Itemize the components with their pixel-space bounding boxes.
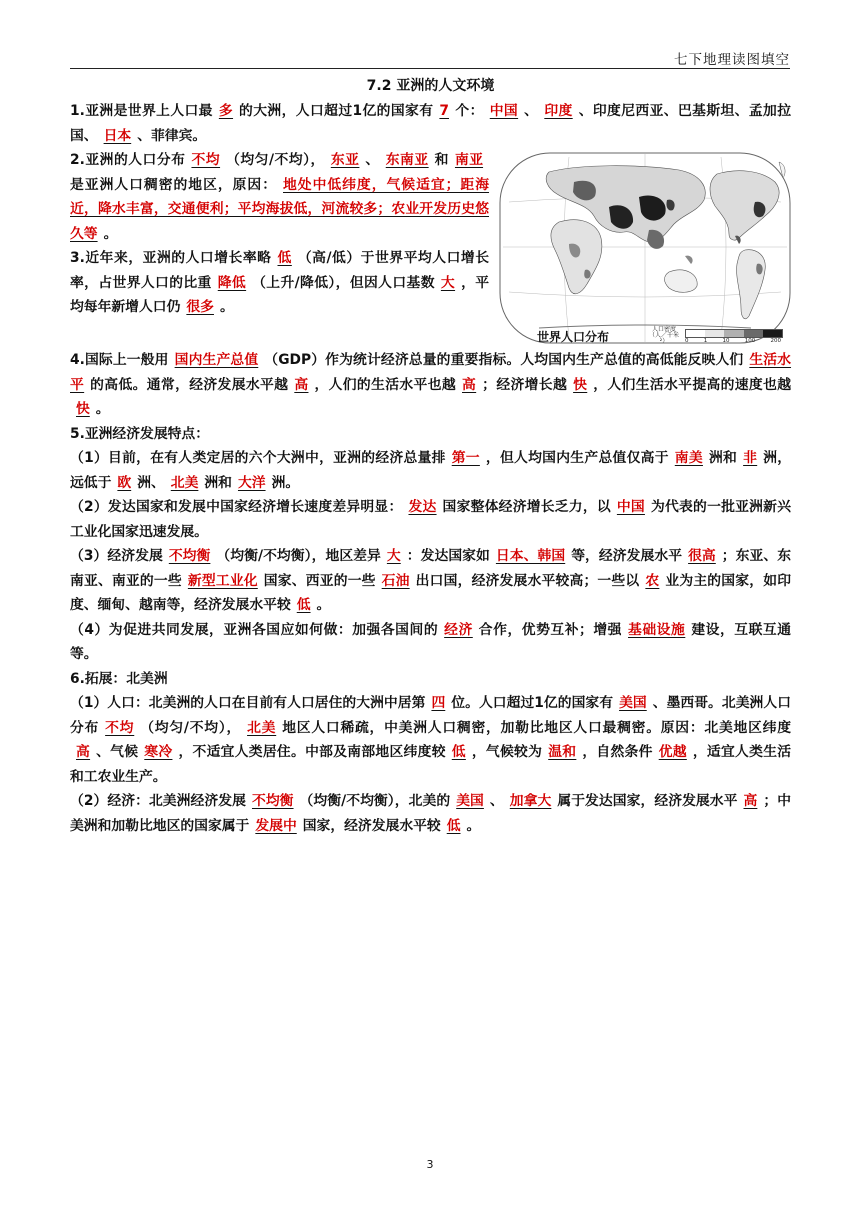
worksheet-content [70,74,791,838]
answer-blank: 大 [386,548,401,564]
answer-blank: 发展中 [255,817,297,834]
answer-blank: 不均 [105,719,135,736]
legend-tick: 10 [722,338,730,344]
answer-blank: 北美 [247,719,277,736]
answer-blank: 第一 [451,450,480,466]
answer-blank: 降低 [217,274,247,291]
answer-blank: 多 [218,103,234,119]
answer-blank: 美国 [456,793,484,809]
answer-blank: 石油 [381,572,410,589]
answer-blank: 高 [743,793,758,809]
question-5-4: （4）为促进共同发展，亚洲各国应如何做：加强各国间的 经济 合作，优势互补；增强 基础设施 建设，互联互通等。 [70,621,792,662]
answer-blank: 温和 [548,744,577,760]
answer-blank: 印度 [544,103,573,119]
answer-blank: 日本 [103,127,132,144]
answer-blank: 不均衡 [251,793,294,809]
answer-blank: 快 [573,376,588,393]
legend-tick: 100 [744,338,756,344]
answer-blank: 寒冷 [144,744,173,760]
question-6-1: （1）人口：北美洲的人口在目前有人口居住的大洲中居第 四 位。人口超过1亿的国家有 美国 、墨西哥。北美洲人口分布 不均 （均匀/不均）， 北美 地区人口稀疏，中美洲人口稠密，加勒比地区人口最稠密。原因：北美地区纬度高 、气候 寒冷 ，不适宜人类居住。中部及南部地区纬度较 低 ，气候较为 温和 ，自然条件 优越 ，适宜人类生活和工农业生产。 [70,695,792,785]
header-title: 七下地理读图填空 [674,52,790,68]
answer-blank: 生活水平 [70,352,792,393]
question-2: 2.亚洲的人口分布 不均 （均匀/不均）， 东亚 、 东南亚 和 南亚是亚洲人口稠密的地区，原因： 地处中低纬度，气候适宜；距海近，降水丰富，交通便利；平均海拔低，河流较多；农业开发历史悠久等 。 [70,152,490,242]
answer-blank: 低 [446,817,461,834]
answer-blank: 北美 [170,474,199,491]
answer-blank: 很高 [688,548,716,564]
answer-blank: 非 [743,450,758,466]
answer-blank: 地处中低纬度，气候适宜；距海近，降水丰富，交通便利；平均海拔低，河流较多；农业开发历史悠久等 [70,176,490,242]
answer-blank: 高 [76,744,91,760]
answer-blank: 快 [76,401,90,417]
world-map-image [499,152,791,344]
question-4: 4.国际上一般用 国内生产总值 （GDP）作为统计经济总量的重要指标。人均国内生产总值的高低能反映人们 生活水平 的高低。通常，经济发展水平越 高 ，人们的生活水平也越 高 ；经济增长越 快 ，人们生活水平提高的速度也越快 。 [70,352,792,417]
question-6-title: 6.拓展：北美洲 [70,670,168,687]
question-5-1: （1）目前，在有人类定居的六个大洲中，亚洲的经济总量排 第一 ，但人均国内生产总值仅高于 南美 洲和 非 洲，远低于 欧 洲、 北美 洲和 大洋 洲。 [70,450,792,491]
answer-blank: 加拿大 [509,793,552,809]
answer-blank: 欧 [117,474,132,491]
answer-blank: 高 [462,376,477,393]
answer-blank: 国内生产总值 [174,352,259,368]
answer-blank: 美国 [619,695,647,711]
legend-tick: 0 [685,338,689,344]
answer-blank: 南亚 [454,152,484,168]
answer-blank: 基础设施 [628,621,686,638]
section-title: 7.2 亚洲的人文环境 [366,78,495,94]
map-legend-label: 人口密度（人／千米²） [649,326,680,345]
map-caption: 世界人口分布 [537,330,610,344]
legend-tick: 200 [770,338,781,344]
answer-blank: 经济 [444,621,473,638]
legend-tick: 1 [703,338,708,344]
answer-blank: 东南亚 [385,152,429,168]
answer-blank: 不均 [191,152,221,168]
answer-blank: 发达 [408,499,437,515]
question-5-title: 5.亚洲经济发展特点： [70,425,210,442]
answer-blank: 南美 [674,450,703,466]
answer-blank: 7 [439,103,449,119]
answer-blank: 低 [296,597,311,613]
map-legend-ticks [685,338,781,344]
answer-blank: 不均衡 [168,548,211,564]
answer-blank: 低 [451,744,466,760]
answer-blank: 新型工业化 [187,572,258,589]
question-5-3: （3）经济发展 不均衡 （均衡/不均衡），地区差异 大 ：发达国家如 日本、韩国 等，经济发展水平 很高 ；东亚、东南亚、南亚的一些 新型工业化 国家、西亚的一些 石油 出口国，经济发展水平较高；一些以 农 业为主的国家，如印度、缅甸、越南等，经济发展水平较 低 。 [70,548,792,613]
world-population-map [499,152,791,344]
answer-blank: 农 [645,572,660,589]
answer-blank: 日本、韩国 [495,548,566,564]
header-rule [70,68,790,69]
answer-blank: 大洋 [237,474,266,491]
page-number: 3 [426,1158,434,1171]
question-3: 3.近年来，亚洲的人口增长率略 低 （高/低）于世界平均人口增长率，占世界人口的比重 降低 （上升/降低），但因人口基数 大 ，平均每年新增人口仍 很多 。 [70,250,490,315]
answer-blank: 低 [277,250,292,266]
question-1: 1.亚洲是世界上人口最 多 的大洲，人口超过1亿的国家有 7 个： 中国 、 印度 、印度尼西亚、巴基斯坦、孟加拉国、 日本 、菲律宾。 [70,103,792,144]
answer-blank: 大 [440,274,456,291]
answer-blank: 中国 [616,499,645,515]
question-6-2: （2）经济：北美洲经济发展 不均衡 （均衡/不均衡），北美的 美国 、 加拿大 属于发达国家，经济发展水平 高 ；中美洲和加勒比地区的国家属于 发展中 国家，经济发展水平较 低 。 [70,793,792,834]
question-5-2: （2）发达国家和发展中国家经济增长速度差异明显： 发达 国家整体经济增长乏力，以 中国 为代表的一批亚洲新兴工业化国家迅速发展。 [70,499,792,540]
answer-blank: 很多 [186,299,214,315]
answer-blank: 高 [294,376,309,393]
answer-blank: 中国 [489,103,519,119]
map-legend-colorbar [685,329,783,338]
answer-blank: 优越 [658,744,687,760]
answer-blank: 四 [431,695,446,711]
answer-blank: 东亚 [330,152,360,168]
